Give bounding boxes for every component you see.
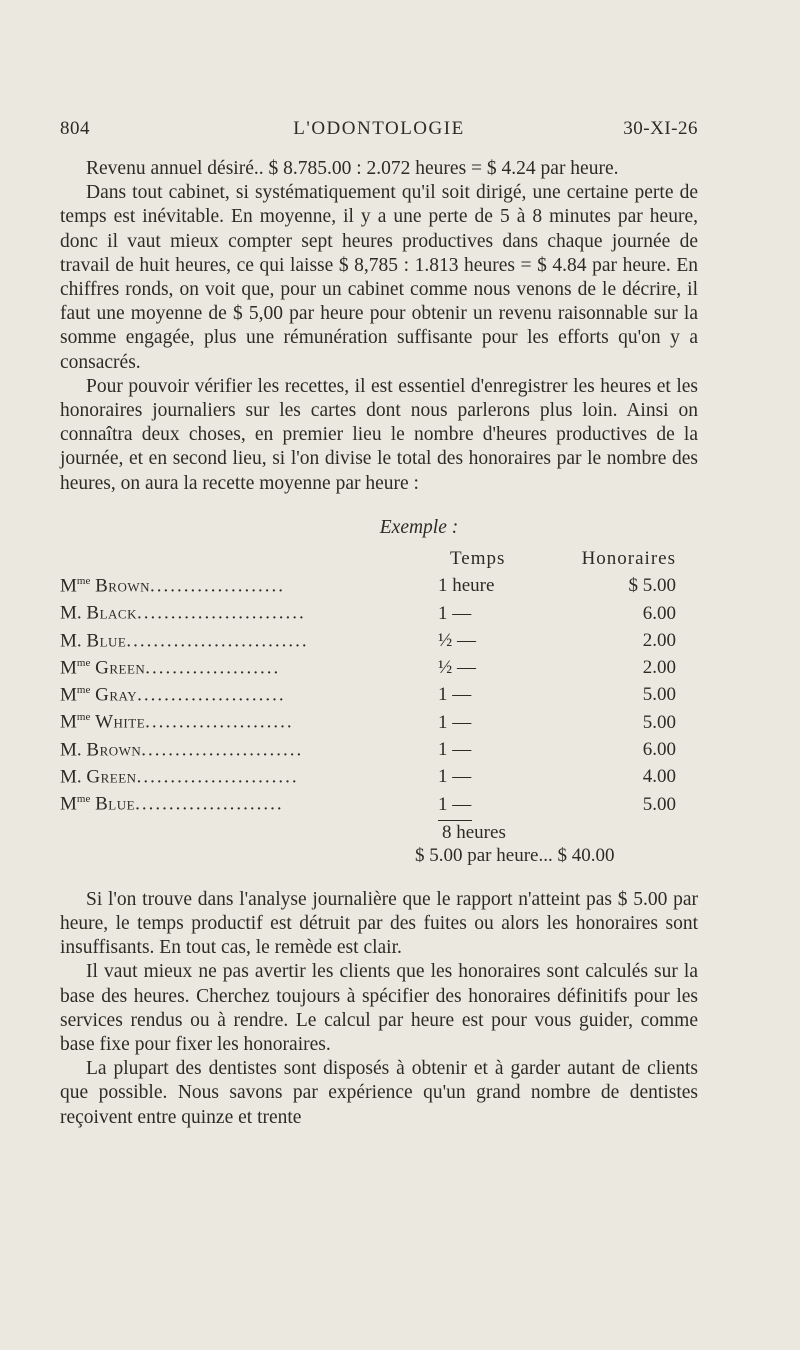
client-fee: 6.00 xyxy=(642,602,676,624)
dot-leader: ...................... xyxy=(135,793,284,815)
client-title: M xyxy=(60,575,77,597)
example-heading: Exemple : xyxy=(379,516,459,538)
running-header xyxy=(60,118,698,148)
dot-leader: .................... xyxy=(145,657,281,679)
fees-row xyxy=(60,734,676,761)
fees-row xyxy=(60,652,676,679)
paragraph-verify-receipts: Pour pouvoir vérifier les recettes, il est essentiel d'enregistrer les heures et les honoraires journaliers sur les cartes dont nous parlerons plus loin. Ainsi on connaîtra deux choses, en premier lieu le nombre d'heures productives de la journée, et en second lieu, si l'on divise le total des honoraires par le nombre des heures, on aura la recette moyenne par heure : xyxy=(60,375,698,494)
client-title: M xyxy=(60,684,77,706)
client-fee: 2.00 xyxy=(642,657,676,679)
dot-leader: ...................... xyxy=(145,711,294,733)
dot-leader: .................... xyxy=(150,575,285,597)
client-surname: Brown xyxy=(86,739,142,761)
client-surname: Black xyxy=(86,602,137,624)
dot-leader: ........................... xyxy=(126,629,309,651)
page-content xyxy=(60,118,698,1130)
dot-leader: ......................... xyxy=(136,602,306,624)
column-header-honoraires: Honoraires xyxy=(581,547,676,569)
client-title: M xyxy=(60,793,77,815)
client-surname: Blue xyxy=(86,629,127,651)
client-name xyxy=(60,652,430,679)
paragraph-analysis: Si l'on trouve dans l'analyse journalière que le rapport n'atteint pas $ 5.00 par heure, le temps productif est détruit par des fuites ou alors les honoraires sont insuffisants. En tout cas, le remède est clair. xyxy=(60,888,698,959)
issue-date: 30-XI-26 xyxy=(623,118,698,139)
client-title-sup: me xyxy=(76,793,91,806)
client-time: 1 — xyxy=(438,602,472,624)
client-surname: Gray xyxy=(95,684,138,706)
paragraph-warning: Il vaut mieux ne pas avertir les clients que les honoraires sont calculés sur la base des heures. Cherchez toujours à spécifier des honoraires définitifs pour les services rendus ou à rendre. Le calcul par heure est pour vous guider, comme base fixe pour fixer les honoraires. xyxy=(60,961,698,1056)
fees-row xyxy=(60,761,676,788)
client-name xyxy=(60,570,430,597)
client-time: ½ — xyxy=(438,657,476,679)
client-title: M xyxy=(60,657,77,679)
client-time: 1 — xyxy=(438,766,472,788)
total-hours: 8 heures xyxy=(442,821,506,843)
client-title-sup: me xyxy=(76,684,91,697)
client-surname: Blue xyxy=(95,793,136,815)
client-name xyxy=(60,679,430,706)
client-title-sup: me xyxy=(76,711,91,724)
column-header-temps: Temps xyxy=(450,547,506,569)
client-name xyxy=(60,625,430,652)
fees-row xyxy=(60,597,676,624)
client-surname: Green xyxy=(95,657,146,679)
dot-leader: ...................... xyxy=(137,684,286,706)
dot-leader: ........................ xyxy=(136,766,299,788)
client-name xyxy=(60,597,430,624)
client-time: 1 — xyxy=(438,711,472,733)
client-time: ½ — xyxy=(438,629,476,651)
client-fee: 2.00 xyxy=(642,629,676,651)
client-fee: 5.00 xyxy=(642,684,676,706)
client-fee: $ 5.00 xyxy=(628,575,676,597)
client-fee: 5.00 xyxy=(642,793,676,815)
fees-row xyxy=(60,625,676,652)
client-title-sup: me xyxy=(76,656,91,669)
client-name xyxy=(60,761,430,788)
client-time: 1 — xyxy=(438,793,472,815)
client-name xyxy=(60,706,430,733)
fees-row xyxy=(60,788,676,815)
client-fee: 5.00 xyxy=(642,711,676,733)
client-title-sup: me xyxy=(76,574,91,587)
fees-table-header xyxy=(60,547,676,570)
client-title: M. xyxy=(60,739,87,761)
client-name xyxy=(60,734,430,761)
journal-title: L'ODONTOLOGIE xyxy=(293,118,465,139)
client-title: M. xyxy=(60,602,87,624)
fees-row xyxy=(60,570,676,597)
dot-leader: ........................ xyxy=(141,739,304,761)
page-number: 804 xyxy=(60,118,90,139)
client-time: 1 — xyxy=(438,739,472,761)
fees-table xyxy=(60,547,676,816)
paragraph-revenue: Revenu annuel désiré.. $ 8.785.00 : 2.072 heures = $ 4.24 par heure. xyxy=(86,158,619,179)
paragraph-clients: La plupart des dentistes sont disposés à obtenir et à garder autant de clients que possible. Nous savons par expérience qu'un grand nombre de dentistes reçoivent entre quinze et trente xyxy=(60,1058,698,1128)
client-title: M. xyxy=(60,766,87,788)
fees-row xyxy=(60,679,676,706)
client-title: M xyxy=(60,711,77,733)
client-surname: White xyxy=(95,711,146,733)
client-fee: 6.00 xyxy=(642,739,676,761)
client-surname: Brown xyxy=(95,575,150,597)
client-title: M. xyxy=(60,629,87,651)
client-surname: Green xyxy=(86,766,137,788)
client-name xyxy=(60,788,430,815)
fees-row xyxy=(60,706,676,733)
client-fee: 4.00 xyxy=(642,766,676,788)
client-time: 1 heure xyxy=(438,575,495,597)
average-per-hour: $ 5.00 par heure... $ 40.00 xyxy=(415,844,615,866)
paragraph-lost-time: Dans tout cabinet, si systématiquement qu'il soit dirigé, une certaine perte de temps est inévitable. En moyenne, il y a une perte de 5 à 8 minutes par heure, donc il vaut mieux compter sept heures productives dans chaque journée de travail de huit heures, ce qui laisse $ 8,785 : 1.813 heures = $ 4.84 par heure. En chiffres ronds, on voit que, pour un cabinet comme nous venons de le décrire, il faut une moyenne de $ 5,00 par heure pour obtenir un revenu raisonnable sur la somme engagée, plus une rémunération suffisante pour les efforts qu'on y a consacrés. xyxy=(60,182,698,373)
client-time: 1 — xyxy=(438,684,472,706)
